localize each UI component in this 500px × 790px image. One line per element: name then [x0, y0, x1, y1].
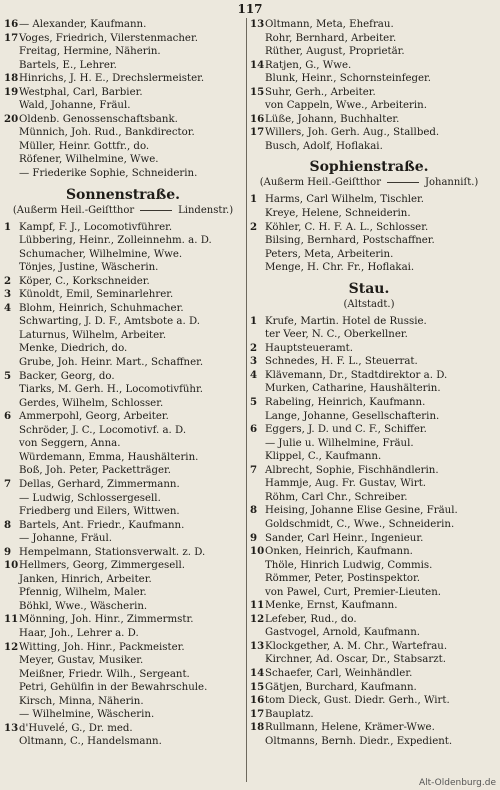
street-heading: Sophienstraße.: [309, 159, 429, 176]
entry-text: Schaefer, Carl, Weinhändler.: [265, 667, 413, 679]
entry-text: Kirchner, Ad. Oscar, Dr., Stabsarzt.: [265, 654, 446, 666]
directory-entry: [250, 18, 488, 32]
directory-entry: [250, 532, 488, 546]
entry-text: Röfener, Wilhelmine, Wwe.: [19, 154, 159, 166]
directory-entry: [250, 586, 488, 600]
directory-entry: [4, 735, 242, 749]
entry-text: d'Huvelé, G., Dr. med.: [19, 722, 133, 734]
directory-entry: [250, 572, 488, 586]
entry-text: Müller, Heinr. Gottfr., do.: [19, 140, 150, 152]
directory-entry: [4, 519, 242, 533]
directory-entry: [4, 153, 242, 167]
directory-entry: [250, 626, 488, 640]
entry-text: tom Dieck, Gust. Diedr. Gerh., Wirt.: [265, 695, 450, 707]
directory-entry: [4, 302, 242, 316]
entry-text: Sander, Carl Heinr., Ingenieur.: [265, 532, 424, 544]
house-number: 12: [4, 640, 19, 653]
house-number: 15: [250, 85, 265, 98]
subheading-left: (Außerm Heil.-Geiſtthor: [259, 177, 381, 189]
entry-text: Mönning, Joh. Hinr., Zimmermstr.: [19, 614, 194, 626]
directory-entry: [250, 72, 488, 86]
directory-entry: [4, 315, 242, 329]
street-subheading: [250, 298, 488, 311]
street-subheading: [4, 204, 242, 217]
house-number: 8: [4, 518, 12, 531]
directory-entry: [4, 505, 242, 519]
entry-text: Willers, Joh. Gerh. Aug., Stallbed.: [265, 127, 440, 139]
directory-entry: [4, 126, 242, 140]
entry-text: — Ludwig, Schlossergesell.: [19, 492, 161, 504]
directory-entry: [250, 45, 488, 59]
left-column: [4, 18, 242, 749]
page-number: 117: [237, 2, 263, 16]
house-number: 16: [250, 694, 265, 707]
entry-text: Lüße, Johann, Buchhalter.: [265, 113, 400, 125]
house-number: 13: [4, 721, 19, 734]
house-number: 5: [4, 369, 12, 382]
entry-text: Harms, Carl Wilhelm, Tischler.: [265, 194, 425, 206]
directory-entry: [4, 370, 242, 384]
directory-entry: [250, 113, 488, 127]
entry-text: Thöle, Hinrich Ludwig, Commis.: [265, 559, 433, 571]
directory-entry: [250, 261, 488, 275]
house-number: 7: [4, 477, 12, 490]
entry-text: von Seggern, Anna.: [19, 438, 121, 450]
entry-text: Petri, Gehülfin in der Bewahrschule.: [19, 682, 208, 694]
directory-entry: [250, 653, 488, 667]
entry-text: von Cappeln, Wwe., Arbeiterin.: [265, 100, 427, 112]
entry-text: Kirsch, Minna, Näherin.: [19, 695, 144, 707]
entry-text: Meißner, Friedr. Wilh., Sergeant.: [19, 668, 190, 680]
entry-text: Bartels, E., Lehrer.: [19, 59, 117, 71]
entry-text: Hinrichs, J. H. E., Drechslermeister.: [19, 73, 205, 85]
entry-text: Menke, Diedrich, do.: [19, 343, 128, 355]
directory-entry: [4, 221, 242, 235]
directory-entry: [4, 559, 242, 573]
entry-text: Römmer, Peter, Postinspektor.: [265, 573, 421, 585]
directory-entry: [4, 383, 242, 397]
directory-entry: [250, 613, 488, 627]
directory-entry: [250, 640, 488, 654]
house-number: 1: [250, 193, 258, 206]
directory-entry: [250, 667, 488, 681]
entry-text: Oltmann, Meta, Ehefrau.: [265, 19, 394, 30]
right-column: [250, 18, 488, 748]
directory-entry: [250, 694, 488, 708]
entry-text: Gerdes, Wilhelm, Schlosser.: [19, 397, 164, 409]
entry-text: Voges, Friedrich, Vilerstenmacher.: [19, 32, 198, 44]
house-number: 13: [250, 639, 265, 652]
entry-text: Köper, C., Korkschneider.: [19, 275, 150, 287]
entry-text: Pfennig, Wilhelm, Maler.: [19, 587, 147, 599]
entry-text: Wald, Johanne, Fräul.: [19, 100, 131, 112]
directory-entry: [250, 234, 488, 248]
directory-entry: [4, 140, 242, 154]
entry-text: Heising, Johanne Elise Gesine, Fräul.: [265, 505, 458, 517]
directory-entry: [250, 410, 488, 424]
house-number: 17: [250, 707, 265, 720]
house-number: 15: [250, 680, 265, 693]
entry-text: Tiarks, M. Gerh. H., Locomotivführ.: [19, 384, 203, 396]
entry-text: Oltmann, C., Handelsmann.: [19, 736, 162, 748]
entry-text: Röhm, Carl Chr., Schreiber.: [265, 491, 408, 503]
directory-entry: [4, 641, 242, 655]
directory-entry: [250, 518, 488, 532]
subheading-right: Lindenstr.): [178, 204, 234, 216]
entry-text: Lange, Johanne, Gesellschafterin.: [265, 410, 440, 422]
directory-entry: [250, 328, 488, 342]
directory-entry: [250, 708, 488, 722]
house-number: 3: [4, 288, 12, 301]
house-number: 14: [250, 666, 265, 679]
directory-entry: [250, 396, 488, 410]
entry-text: Rohr, Bernhard, Arbeiter.: [265, 32, 397, 44]
entry-text: ter Veer, N. C., Oberkellner.: [265, 329, 408, 341]
house-number: 20: [4, 112, 19, 125]
directory-entry: [250, 464, 488, 478]
entry-text: Klippel, C., Kaufmann.: [265, 451, 382, 463]
directory-entry: [4, 613, 242, 627]
entry-text: Rabeling, Heinrich, Kaufmann.: [265, 397, 426, 409]
directory-entry: [250, 99, 488, 113]
entry-text: Menke, Ernst, Kaufmann.: [265, 600, 398, 612]
house-number: 10: [4, 559, 19, 572]
directory-entry: [4, 248, 242, 262]
entry-text: Lübbering, Heinr., Zolleinnehm. a. D.: [19, 235, 212, 247]
directory-entry: [250, 86, 488, 100]
house-number: 3: [250, 355, 258, 368]
entry-text: Bartels, Ant. Friedr., Kaufmann.: [19, 519, 185, 531]
directory-entry: [4, 356, 242, 370]
house-number: 2: [250, 341, 258, 354]
entry-text: Schwarting, J. D. F., Amtsbote a. D.: [19, 316, 201, 328]
directory-entry: [4, 573, 242, 587]
directory-entry: [250, 423, 488, 437]
directory-entry: [4, 99, 242, 113]
entry-text: Onken, Heinrich, Kaufmann.: [265, 546, 413, 558]
directory-entry: [250, 369, 488, 383]
house-number: 17: [4, 31, 19, 44]
directory-entry: [4, 329, 242, 343]
directory-entry: [250, 450, 488, 464]
house-number: 7: [250, 463, 258, 476]
house-number: 8: [250, 504, 258, 517]
house-number: 16: [4, 18, 19, 30]
directory-entry: [250, 545, 488, 559]
entry-text: Friedberg und Eilers, Wittwen.: [19, 506, 180, 518]
directory-entry: [250, 193, 488, 207]
entry-text: Hauptsteueramt.: [265, 342, 354, 354]
directory-entry: [4, 546, 242, 560]
directory-entry: [4, 32, 242, 46]
entry-text: Schnedes, H. F. L., Steuerrat.: [265, 356, 418, 368]
directory-entry: [4, 113, 242, 127]
directory-entry: [250, 721, 488, 735]
entry-text: Gätjen, Burchard, Kaufmann.: [265, 681, 417, 693]
house-number: 19: [4, 85, 19, 98]
directory-entry: [250, 491, 488, 505]
street-heading: Sonnenstraße.: [65, 186, 181, 203]
directory-entry: [4, 600, 242, 614]
street-heading: Stau.: [348, 280, 390, 297]
entry-text: Köhler, C. H. F. A. L., Schlosser.: [265, 221, 429, 233]
entry-text: von Pawel, Curt, Premier-Lieuten.: [265, 586, 441, 598]
house-number: 18: [4, 72, 19, 85]
entry-text: Hellmers, Georg, Zimmergesell.: [19, 560, 185, 572]
directory-entry: [4, 492, 242, 506]
subheading-dash: [387, 182, 419, 183]
directory-entry: [4, 451, 242, 465]
directory-entry: [4, 722, 242, 736]
entry-text: Goldschmidt, C., Wwe., Schneiderin.: [265, 518, 455, 530]
entry-text: Künoldt, Emil, Seminarlehrer.: [19, 289, 174, 301]
entry-text: Westphal, Carl, Barbier.: [19, 86, 143, 98]
entry-text: Backer, Georg, do.: [19, 370, 115, 382]
directory-entry: [4, 261, 242, 275]
house-number: 10: [250, 545, 265, 558]
directory-entry: [4, 586, 242, 600]
entry-text: Hammje, Aug. Fr. Gustav, Wirt.: [265, 478, 427, 490]
directory-entry: [250, 126, 488, 140]
directory-entry: [4, 627, 242, 641]
entry-text: Rüther, August, Proprietär.: [265, 46, 405, 58]
directory-entry: [4, 437, 242, 451]
directory-entry: [250, 735, 488, 749]
entry-text: Bauplatz.: [265, 708, 314, 720]
house-number: 11: [4, 613, 19, 626]
entry-text: Janken, Hinrich, Arbeiter.: [19, 573, 152, 585]
directory-entry: [250, 382, 488, 396]
entry-text: Laturnus, Wilhelm, Arbeiter.: [19, 329, 167, 341]
house-number: 5: [250, 396, 258, 409]
directory-entry: [250, 221, 488, 235]
directory-entry: [4, 234, 242, 248]
directory-entry: [4, 424, 242, 438]
directory-entry: [4, 342, 242, 356]
entry-text: Witting, Joh. Hinr., Packmeister.: [19, 641, 185, 653]
entry-text: — Julie u. Wilhelmine, Fräul.: [265, 437, 414, 449]
directory-entry: [4, 708, 242, 722]
directory-entry: [250, 342, 488, 356]
entry-text: Schumacher, Wilhelmine, Wwe.: [19, 248, 183, 260]
entry-text: Boß, Joh. Peter, Packetträger.: [19, 465, 171, 477]
subheading-left: (Altstadt.): [343, 298, 395, 310]
directory-entry: [4, 681, 242, 695]
entry-text: — Alexander, Kaufmann.: [19, 19, 147, 30]
entry-text: Gastvogel, Arnold, Kaufmann.: [265, 627, 420, 639]
entry-text: Lefeber, Rud., do.: [265, 613, 357, 625]
directory-entry: [4, 532, 242, 546]
directory-entry: [4, 654, 242, 668]
directory-entry: [250, 355, 488, 369]
watermark: Alt-Oldenburg.de: [418, 778, 496, 788]
directory-entry: [250, 559, 488, 573]
house-number: 4: [250, 368, 258, 381]
directory-entry: [250, 315, 488, 329]
directory-entry: [4, 86, 242, 100]
entry-text: Busch, Adolf, Hoflakai.: [265, 140, 383, 152]
directory-entry: [250, 504, 488, 518]
entry-text: Kampf, F. J., Locomotivführer.: [19, 221, 173, 233]
entry-text: Blunk, Heinr., Schornsteinfeger.: [265, 73, 432, 85]
entry-text: Freitag, Hermine, Näherin.: [19, 46, 161, 58]
entry-text: Murken, Catharine, Haushälterin.: [265, 383, 441, 395]
house-number: 6: [4, 410, 12, 423]
directory-entry: [4, 410, 242, 424]
directory-entry: [250, 207, 488, 221]
house-number: 11: [250, 599, 265, 612]
house-number: 2: [4, 274, 12, 287]
directory-entry: [4, 167, 242, 181]
entry-text: Haar, Joh., Lehrer a. D.: [19, 627, 139, 639]
house-number: 1: [4, 220, 12, 233]
directory-entry: [4, 72, 242, 86]
entry-text: Ammerpohl, Georg, Arbeiter.: [19, 411, 169, 423]
directory-entry: [250, 248, 488, 262]
directory-entry: [4, 397, 242, 411]
entry-text: Würdemann, Emma, Haushälterin.: [19, 451, 199, 463]
directory-entry: [4, 18, 242, 32]
directory-entry: [4, 478, 242, 492]
house-number: 2: [250, 220, 258, 233]
street-subheading: [250, 176, 488, 189]
house-number: 9: [250, 531, 258, 544]
directory-entry: [4, 275, 242, 289]
entry-text: Blohm, Heinrich, Schuhmacher.: [19, 302, 184, 314]
entry-text: Krufe, Martin. Hotel de Russie.: [265, 315, 427, 327]
directory-entry: [250, 477, 488, 491]
subheading-right: Johanniſt.): [424, 177, 479, 189]
entry-text: Klävemann, Dr., Stadtdirektor a. D.: [265, 369, 448, 381]
directory-entry: [4, 668, 242, 682]
directory-entry: [4, 464, 242, 478]
entry-text: Grube, Joh. Heinr. Mart., Schaffner.: [19, 357, 204, 369]
entry-text: Oldenb. Genossenschaftsbank.: [19, 113, 178, 125]
house-number: 17: [250, 126, 265, 139]
house-number: 4: [4, 301, 12, 314]
directory-entry: [4, 59, 242, 73]
entry-text: — Friederike Sophie, Schneiderin.: [19, 168, 198, 180]
house-number: 14: [250, 58, 265, 71]
directory-entry: [4, 695, 242, 709]
house-number: 9: [4, 545, 12, 558]
subheading-dash: [140, 210, 172, 211]
directory-entry: [4, 45, 242, 59]
entry-text: Rullmann, Helene, Krämer-Wwe.: [265, 722, 435, 734]
entry-text: Böhkl, Wwe., Wäscherin.: [19, 600, 148, 612]
entry-text: Hempelmann, Stationsverwalt. z. D.: [19, 546, 206, 558]
directory-entry: [250, 59, 488, 73]
house-number: 16: [250, 112, 265, 125]
entry-text: Schröder, J. C., Locomotivf. a. D.: [19, 424, 187, 436]
entry-text: — Wilhelmine, Wäscherin.: [19, 709, 155, 721]
house-number: 13: [250, 18, 265, 30]
entry-text: Peters, Meta, Arbeiterin.: [265, 248, 394, 260]
entry-text: Klockgether, A. M. Chr., Wartefrau.: [265, 640, 448, 652]
entry-text: Albrecht, Sophie, Fischhändlerin.: [265, 464, 439, 476]
entry-text: Münnich, Joh. Rud., Bankdirector.: [19, 127, 195, 139]
entry-text: Tönjes, Justine, Wäscherin.: [19, 262, 159, 274]
directory-entry: [250, 599, 488, 613]
entry-text: Dellas, Gerhard, Zimmermann.: [19, 478, 180, 490]
directory-entry: [250, 140, 488, 154]
subheading-left: (Außerm Heil.-Geiſtthor: [12, 204, 135, 216]
column-divider: [246, 18, 247, 782]
directory-entry: [250, 32, 488, 46]
entry-text: Bilsing, Bernhard, Postschaffner.: [265, 235, 435, 247]
house-number: 18: [250, 721, 265, 734]
entry-text: Meyer, Gustav, Musiker.: [19, 655, 144, 667]
entry-text: — Johanne, Fräul.: [19, 533, 112, 545]
entry-text: Kreye, Helene, Schneiderin.: [265, 208, 411, 220]
entry-text: Eggers, J. D. und C. F., Schiffer.: [265, 424, 427, 436]
directory-entry: [250, 681, 488, 695]
directory-entry: [250, 437, 488, 451]
entry-text: Suhr, Gerh., Arbeiter.: [265, 86, 376, 98]
house-number: 6: [250, 423, 258, 436]
house-number: 1: [250, 314, 258, 327]
entry-text: Oltmanns, Bernh. Diedr., Expedient.: [265, 735, 453, 747]
entry-text: Menge, H. Chr. Fr., Hoflakai.: [265, 262, 415, 274]
house-number: 12: [250, 612, 265, 625]
directory-entry: [4, 288, 242, 302]
entry-text: Ratjen, G., Wwe.: [265, 59, 352, 71]
